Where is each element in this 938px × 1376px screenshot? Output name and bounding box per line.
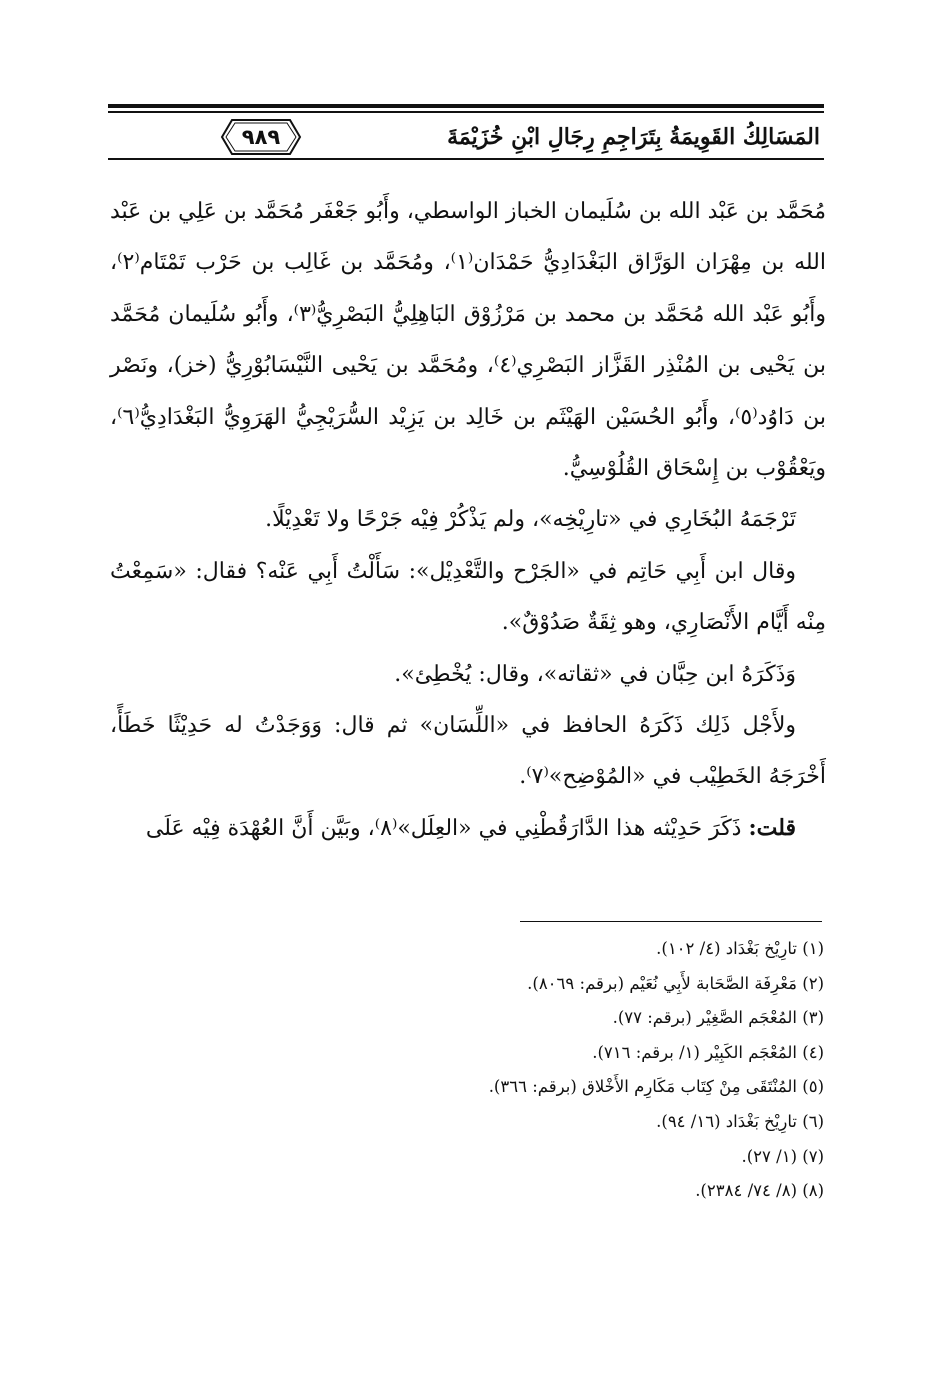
footnote-5: (٥) المُنْتَقَى مِنْ كِتَاب مَكَارِم الأَخْلاق (برقم: ٣٦٦). — [488, 1077, 824, 1097]
header-rule-bottom — [108, 158, 824, 160]
footnote-8: (٨) (٨/ ٧٤/ ٢٣٨٤). — [695, 1181, 824, 1201]
footnote-4: (٤) المُعْجَم الكَبِيْر (١/ برقم: ٧١٦). — [592, 1042, 824, 1062]
footnote-6: (٦) تارِيْخ بَغْدَاد (١٦/ ٩٤). — [656, 1111, 824, 1131]
page-number: ٩٨٩ — [241, 125, 281, 149]
footnotes — [110, 932, 824, 1209]
footnote-separator — [520, 921, 822, 922]
header-rule-top-thin — [108, 111, 824, 113]
qultu-lead: قلت: — [748, 814, 796, 841]
footnote-7: (٧) (١/ ٢٧). — [741, 1146, 824, 1166]
footnote-3: (٣) المُعْجَم الصَّغِيْر (برقم: ٧٧). — [612, 1008, 824, 1028]
book-title: المَسَالِكُ القَوِيمَةُ بِتَرَاجِمِ رِجَالِ ابْنِ خُزَيْمَةَ — [447, 124, 820, 150]
footnote-1: (١) تارِيْخ بَغْدَاد (٤/ ١٠٢). — [656, 939, 824, 958]
paragraph-ibn-hibban: وَذَكَرَهُ ابن حِبَّان في «ثقاته»، وقال: يُخْطِئ». — [394, 661, 796, 687]
header-rule-top — [108, 104, 824, 108]
main-text — [110, 186, 826, 854]
page-number-badge — [220, 118, 302, 156]
footnote-2: (٢) مَعْرِفَة الصَّحَابة لأَبِي نُعَيْم (برقم: ٨٠٦٩). — [527, 973, 824, 993]
paragraph-qultu — [110, 803, 826, 854]
paragraph-hafiz: ولأَجْل ذَلِك ذَكَرَهُ الحافظ في «اللِّسَان» ثم قال: وَوَجَدْتُ له حَدِيْثًا خَطَأً، أَخْرَجَهُ الخَطِيْب في «المُوْضِح»⁽٧⁾. — [110, 713, 826, 790]
qultu-text: ذَكَرَ حَدِيْثه هذا الدَّارَقُطْنِي في «العِلَل»⁽٨⁾، وبَيَّن أَنَّ العُهْدَة فِيْه عَلَى — [145, 815, 742, 841]
page-header — [108, 100, 824, 170]
paragraph-ibn-abi-hatim: وقال ابن أَبِي حَاتِم في «الجَرْح والتَّعْدِيْل»: سَأَلْتُ أَبِي عَنْه؟ فقال: «سَمِعْتُ مِنْه أَيَّام الأَنْصَارِي، وهو ثِقَةٌ صَدُوْقٌ». — [110, 558, 826, 636]
paragraph-teachers: مُحَمَّد بن عَبْد الله بن سُلَيمان الخباز الواسطي، وأَبُو جَعْفَر مُحَمَّد بن عَلِي بن عَبْد الله بن مِهْرَان الوَرَّاق البَغْدَادِيُّ حَمْدَان⁽١⁾، ومُحَمَّد بن غَالِب بن حَرْب تَمْتَام⁽٢⁾، وأَبُو عَبْد الله مُحَمَّد بن محمد بن مَرْزُوْق البَاهِلِيُّ البَصْرِيُّ⁽٣⁾، وأَبُو سُلَيمان مُحَمَّد بن يَحْيى بن المُنْذِر القَزَّاز البَصْرِي⁽٤⁾، ومُحَمَّد بن يَحْيى النَّيْسَابُوْرِيُّ (خز)، ونَصْر بن دَاوُد⁽٥⁾، وأَبُو الحُسَيْن الهَيْثَم بن خَالِد بن يَزِيْد السُّرَيْجِيُّ الهَرَوِيُّ البَغْدَادِيُّ⁽٦⁾، ويَعْقُوْب بن إِسْحَاق القُلُوْسِيُّ. — [110, 199, 826, 482]
paragraph-bukhari: تَرْجَمَهُ البُخَارِي في «تارِيْخِه»، ولم يَذْكُرْ فِيْه جَرْحًا ولا تَعْدِيْلًا. — [265, 507, 796, 533]
